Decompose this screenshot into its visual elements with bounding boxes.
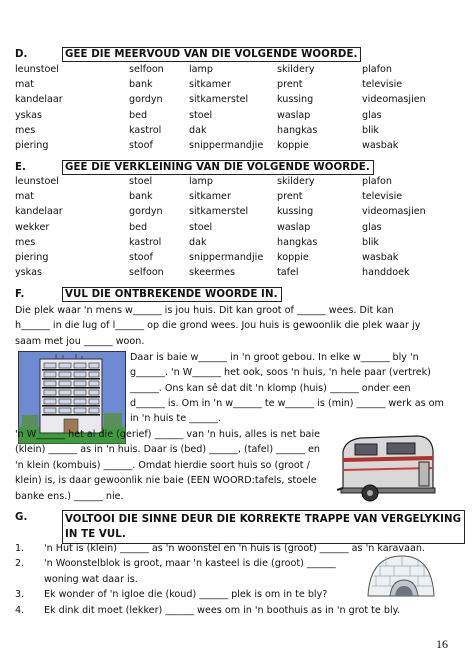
word-cell: skildery <box>277 176 315 187</box>
word-cell: lamp <box>189 64 213 75</box>
word-cell: kastrol <box>129 236 162 248</box>
word-cell: piering <box>15 251 49 263</box>
word-cell: wasbak <box>362 251 399 263</box>
section-f-intro <box>15 303 420 349</box>
text-line: g______. 'n W______ het ook, soos 'n huis, 'n hele paar (vertrek) <box>130 367 431 379</box>
item-text: 'n Hut is (klein) ______ as 'n woonstel en 'n huis is (groot) ______ as 'n karavaan. <box>44 543 425 554</box>
word-cell: kandelaar <box>15 206 63 218</box>
section-d-letter: D. <box>15 49 28 60</box>
word-cell: skeermes <box>189 267 236 279</box>
text-line: klein) is, is daar gewoonlik nie baie (EEN WOORD:tafels, stoele <box>15 475 317 487</box>
text-line: 'n W______ het al die (gerief) ______ van 'n huis, alles is net baie <box>15 429 321 440</box>
item-text: Ek dink dit moet (lekker) ______ wees om in 'n boothuis as in 'n grot te bly. <box>44 604 400 616</box>
text-line: woning wat daar is. <box>44 573 138 585</box>
section-g-letter: G. <box>15 512 28 523</box>
section-g-title-line: VOLTOOI DIE SINNE DEUR DIE KORREKTE TRAPPE VAN VERGELYKING <box>65 514 462 525</box>
text-line: 'n klein (kombuis) ______. Omdat hierdie soort huis so (groot / <box>15 459 310 471</box>
section-g-title <box>62 510 465 544</box>
word-cell: stoof <box>129 251 153 263</box>
item-number: 2. <box>15 558 25 570</box>
word-cell: sitkamerstel <box>189 206 249 218</box>
item-text <box>44 556 336 587</box>
word-cell: sitkamer <box>189 191 231 203</box>
word-cell: kandelaar <box>15 94 63 106</box>
word-cell: stoof <box>129 139 153 151</box>
text-line: 'n Woonstelblok is groot, maar 'n kasteel is die (groot) ______ <box>44 558 336 570</box>
word-cell: gordyn <box>129 94 163 106</box>
caravan-illustration <box>335 430 439 504</box>
word-cell: koppie <box>277 139 309 151</box>
word-cell: plafon <box>362 64 392 75</box>
text-line: in 'n huis te ______. <box>130 413 221 425</box>
word-cell: bed <box>129 109 148 121</box>
word-cell: waslap <box>277 221 311 233</box>
word-cell: stoel <box>189 221 213 233</box>
word-cell: mes <box>15 236 36 248</box>
page-number: 16 <box>436 637 448 651</box>
word-cell: prent <box>277 191 303 203</box>
word-cell: kastrol <box>129 124 162 136</box>
word-cell: sitkamer <box>189 79 231 91</box>
text-line: h______ in die lug of l______ op die grond wees. Jou huis is gewoonlik die plek waar jy <box>15 320 421 332</box>
text-line: saam met jou ______ woon. <box>15 335 145 347</box>
igloo-illustration <box>362 550 438 600</box>
section-f-flats-paragraph <box>130 350 431 396</box>
word-cell: dak <box>189 124 207 136</box>
word-cell: blik <box>362 124 379 136</box>
word-cell: glas <box>362 221 382 233</box>
item-number: 4. <box>15 604 25 616</box>
word-cell: hangkas <box>277 124 318 136</box>
section-e-title: GEE DIE VERKLEINING VAN DIE VOLGENDE WOORDE. <box>62 160 374 175</box>
word-cell: tafel <box>277 267 299 279</box>
text-line: (klein) ______ as in 'n huis. Daar is (bed) ______, (tafel) ______ en <box>15 444 320 456</box>
word-cell: wasbak <box>362 139 399 151</box>
word-cell: videomasjien <box>362 94 426 106</box>
section-f-letter: F. <box>15 289 25 300</box>
word-cell: stoel <box>129 176 153 187</box>
word-cell: waslap <box>277 109 311 121</box>
word-cell: mes <box>15 124 36 136</box>
word-cell: kussing <box>277 94 314 106</box>
word-cell: snippermandjie <box>189 139 264 151</box>
item-number: 3. <box>15 589 25 601</box>
word-cell: televisie <box>362 191 403 203</box>
word-cell: bank <box>129 79 153 91</box>
word-cell: lamp <box>189 176 213 187</box>
word-cell: selfoon <box>129 64 164 75</box>
word-cell: bed <box>129 221 148 233</box>
text-line: d______ is. Om in 'n w______ te w______ is (min) ______ werk as om <box>130 398 444 409</box>
section-d-title: GEE DIE MEERVOUD VAN DIE VOLGENDE WOORDE. <box>62 47 361 62</box>
word-cell: selfoon <box>129 267 164 279</box>
word-cell: mat <box>15 191 34 203</box>
word-cell: televisie <box>362 79 403 91</box>
text-line: Daar is baie w______ in 'n groot gebou. In elke w______ bly 'n <box>130 352 419 363</box>
word-cell: leunstoel <box>15 64 59 75</box>
word-cell: bank <box>129 191 153 203</box>
item-number: 1. <box>15 543 25 554</box>
word-cell: koppie <box>277 251 309 263</box>
section-e-letter: E. <box>15 162 27 173</box>
word-cell: yskas <box>15 267 42 279</box>
word-cell: videomasjien <box>362 206 426 218</box>
word-cell: mat <box>15 79 34 91</box>
word-cell: yskas <box>15 109 42 121</box>
word-cell: kussing <box>277 206 314 218</box>
word-cell: gordyn <box>129 206 163 218</box>
section-g-title-line: IN TE VUL. <box>65 529 126 540</box>
section-f-title: VUL DIE ONTBREKENDE WOORDE IN. <box>62 287 282 302</box>
word-cell: prent <box>277 79 303 91</box>
word-cell: stoel <box>189 109 213 121</box>
word-cell: leunstoel <box>15 176 59 187</box>
item-text: Ek wonder of 'n igloe die (koud) ______ plek is om in te bly? <box>44 589 328 601</box>
word-cell: handdoek <box>362 267 410 279</box>
word-cell: piering <box>15 139 49 151</box>
word-cell: blik <box>362 236 379 248</box>
section-f-flats-paragraph-cont <box>130 396 444 427</box>
text-line: ______. Ons kan sê dat dit 'n klomp (huis) ______ onder een <box>130 382 411 394</box>
word-cell: sitkamerstel <box>189 94 249 106</box>
word-cell: snippermandjie <box>189 251 264 263</box>
word-cell: plafon <box>362 176 392 187</box>
section-f-caravan-paragraph <box>15 427 320 504</box>
word-cell: glas <box>362 109 382 121</box>
word-cell: dak <box>189 236 207 248</box>
word-cell: skildery <box>277 64 315 75</box>
text-line: Die plek waar 'n mens w______ is jou huis. Dit kan groot of ______ wees. Dit kan <box>15 305 394 316</box>
text-line: banke ens.) ______ nie. <box>15 490 124 502</box>
word-cell: wekker <box>15 221 50 233</box>
word-cell: hangkas <box>277 236 318 248</box>
